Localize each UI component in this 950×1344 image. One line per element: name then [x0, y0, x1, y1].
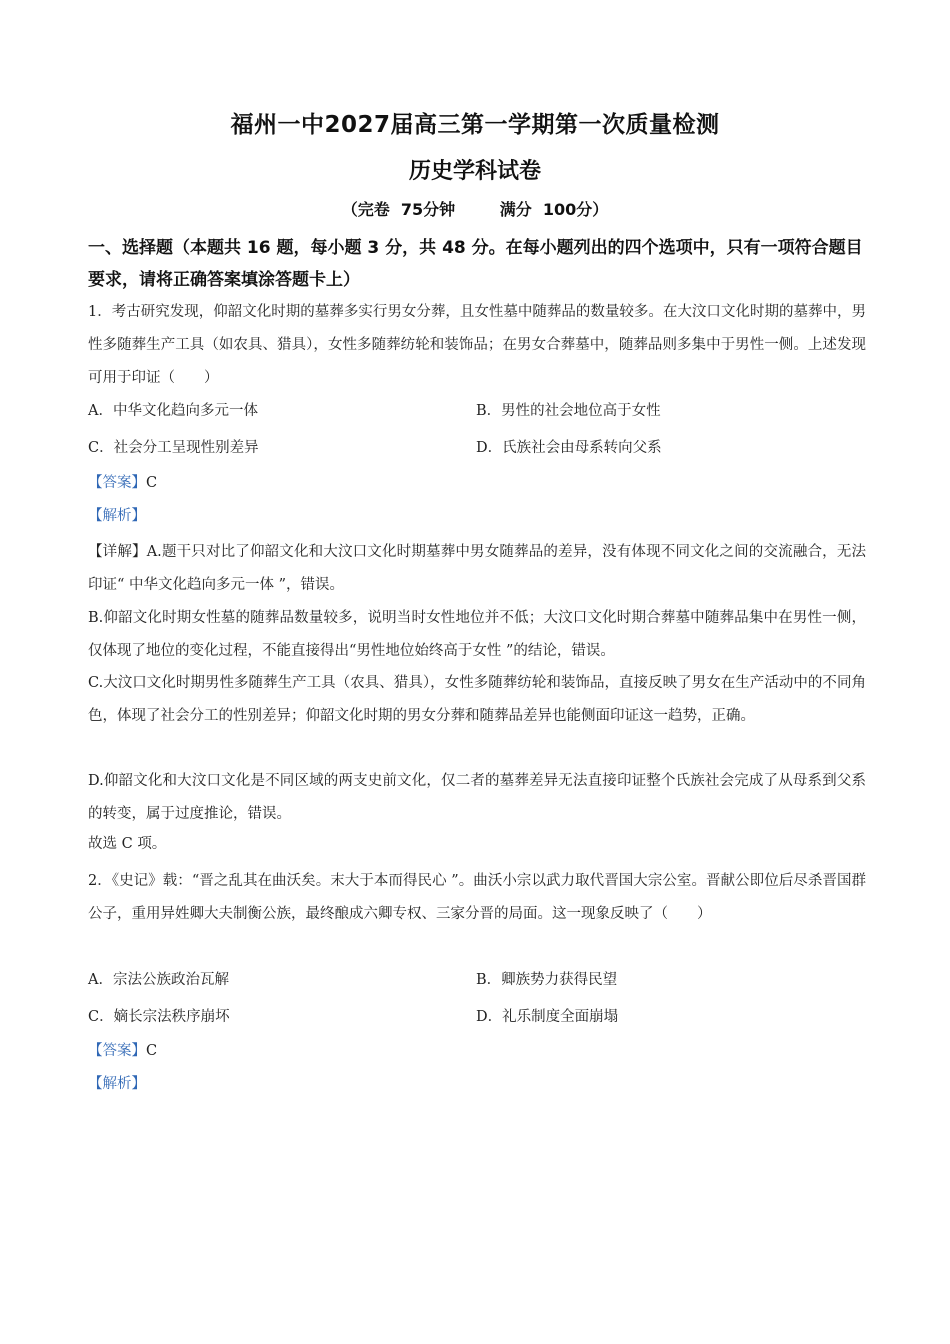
- answer-value: C: [146, 1043, 158, 1059]
- question-1-option-c: C．社会分工呈现性别差异: [88, 440, 259, 456]
- detail-tag: 【详解】: [88, 544, 147, 560]
- question-1-detail-b: B.仰韶文化时期女性墓的随葬品数量较多，说明当时女性地位并不低；大汶口文化时期合葬墓中随葬品集中在男性一侧，仅体现了地位的变化过程，不能直接得出“男性地位始终高于女性 ”的结论，错误。: [88, 610, 866, 659]
- exam-title: 福州一中2027届高三第一学期第一次质量检测: [230, 112, 720, 138]
- question-1-option-a: A．中华文化趋向多元一体: [88, 403, 258, 419]
- answer-tag: 【答案】: [88, 1043, 146, 1059]
- question-1-option-d: D．氏族社会由母系转向父系: [476, 440, 662, 456]
- question-2-option-d: D．礼乐制度全面崩塌: [476, 1009, 619, 1025]
- exam-info: （完卷 75分钟 满分 100分）: [341, 200, 609, 219]
- question-2-option-a: A．宗法公族政治瓦解: [88, 972, 229, 988]
- question-1-stem: 1．考古研究发现，仰韶文化时期的墓葬多实行男女分葬，且女性墓中随葬品的数量较多。在大汶口文化时期的墓葬中，男性多随葬生产工具（如农具、猎具），女性多随葬纺轮和装饰品；在男女合葬墓中，随葬品则多集中于男性一侧。上述发现可用于印证（ ）: [88, 304, 866, 386]
- question-1-conclusion: 故选 C 项。: [88, 836, 167, 852]
- subject-title: 历史学科试卷: [408, 159, 541, 184]
- question-1-detail-a: [88, 536, 866, 602]
- question-1-detail-d: D.仰韶文化和大汶口文化是不同区域的两支史前文化，仅二者的墓葬差异无法直接印证整个氏族社会完成了从母系到父系的转变，属于过度推论，错误。: [88, 773, 866, 822]
- analysis-tag: 【解析】: [88, 508, 146, 524]
- question-2-option-b: B．卿族势力获得民望: [476, 972, 618, 988]
- question-2-answer: [88, 1041, 157, 1061]
- answer-value: C: [146, 475, 158, 491]
- question-2-analysis-tag: [88, 1074, 146, 1094]
- answer-tag: 【答案】: [88, 475, 146, 491]
- analysis-tag: 【解析】: [88, 1076, 146, 1092]
- question-2-option-c: C．嫡长宗法秩序崩坏: [88, 1009, 230, 1025]
- question-1-option-b: B．男性的社会地位高于女性: [476, 403, 661, 419]
- question-1-detail-c: C.大汶口文化时期男性多随葬生产工具（农具、猎具），女性多随葬纺轮和装饰品，直接反映了男女在生产活动中的不同角色，体现了社会分工的性别差异；仰韶文化时期的男女分葬和随葬品差异也能侧面印证这一趋势，正确。: [88, 675, 866, 724]
- question-2-stem: 2．《史记》载：“晋之乱其在曲沃矣。末大于本而得民心 ”。曲沃小宗以武力取代晋国大宗公室。晋献公即位后尽杀晋国群公子，重用异姓卿大夫制衡公族，最终酿成六卿专权、三家分晋的局面。这一现象反映了（ ）: [88, 873, 866, 922]
- detail-a-text: A.题干只对比了仰韶文化和大汶口文化时期墓葬中男女随葬品的差异，没有体现不同文化之间的交流融合，无法印证“ 中华文化趋向多元一体 ”，错误。: [88, 544, 866, 593]
- section-heading: 一、选择题（本题共 16 题，每小题 3 分，共 48 分。在每小题列出的四个选项中，只有一项符合题目要求，请将正确答案填涂答题卡上）: [88, 238, 863, 290]
- question-1-analysis-tag: [88, 506, 146, 526]
- question-1-answer: [88, 473, 157, 493]
